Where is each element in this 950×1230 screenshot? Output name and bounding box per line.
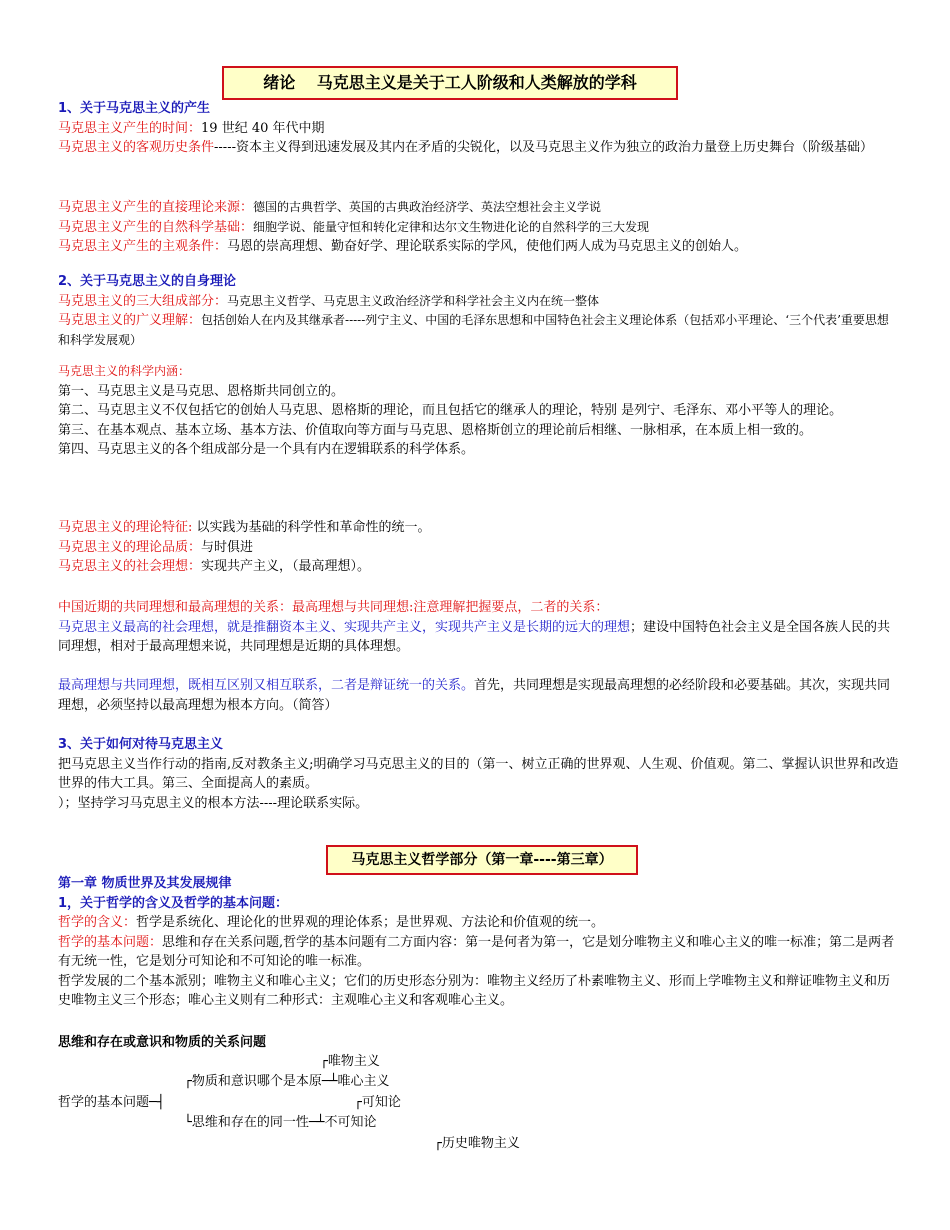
ideals-dialectic: 最高理想与共同理想，既相互区别又相互联系，二者是辩证统一的关系。首先，共同理想是实现最高理想的必经阶段和必要基础。其次，实现共同理想，必须坚持以最高理想为根本方向。（简答）	[58, 678, 891, 713]
philosophy-title-box	[326, 845, 638, 875]
tree-node-materialism: ┌唯物主义	[320, 1054, 380, 1069]
meaning-item-4: 第四、马克思主义的各个组成部分是一个具有内在逻辑联系的科学体系。	[58, 442, 475, 457]
section-2: 2、关于马克思主义的自身理论 马克思主义的三大组成部分：马克思主义哲学、马克思主义政治经济学和科学社会主义内在统一整体 马克思主义的广义理解：包括创始人在内及其继承者-----列宁主义、中国的毛泽东思想和中国特色社会主义理论体系（包括邓小平理论、‘三个代表’重要思想和科学发展观）	[58, 272, 900, 350]
tree-node-historical: ┌历史唯物主义	[434, 1136, 520, 1151]
tree-node-identity: └思维和存在的同一性─┴不可知论	[184, 1115, 377, 1130]
tree-node-knowable: ┌可知论	[354, 1095, 401, 1110]
philosophy-title: 马克思主义哲学部分（第一章----第三章）	[351, 852, 613, 868]
meaning-item-1: 第一、马克思主义是马克思、恩格斯共同创立的。	[58, 383, 345, 399]
origin-conditions: 马克思主义的客观历史条件-----资本主义得到迅速发展及其内在矛盾的尖锐化，以及马克思主义作为独立的政治力量登上历史舞台（阶级基础）	[58, 140, 873, 155]
tree-node-origin: ┌物质和意识哪个是本原─┴唯心主义	[184, 1074, 390, 1089]
theory-features: 马克思主义的理论特征: 以实践为基础的科学性和革命性的统一。 马克思主义的理论品质：与时俱进 马克思主义的社会理想：实现共产主义，（最高理想）。	[58, 520, 431, 574]
relation-heading-block	[58, 1033, 900, 1053]
chapter-1: 第一章 物质世界及其发展规律 1，关于哲学的含义及哲学的基本问题： 哲学的含义：哲学是系统化、理论化的世界观的理论体系；是世界观、方法论和价值观的统一。 哲学的基本问题：思维和存在关系问题,哲学的基本问题有二方面内容：第一是何者为第一，它是划分唯物主义和唯心主义的唯一标准；第二是两者有无统一性，它是划分可知论和不可知论的唯一标准。 哲学发展的二个基本派别；唯物主义和唯心主义；它们的历史形态分别为：唯物主义经历了朴素唯物主义、形而上学唯物主义和辩证唯物主义和历史唯物主义三个形态；唯心主义则有二种形式：主观唯心主义和客观唯心主义。	[58, 874, 900, 1011]
meaning-item-3: 第三、在基本观点、基本立场、基本方法、价值取向等方面与马克思、恩格斯创立的理论前后相继、一脉相承，在本质上相一致的。	[58, 422, 813, 438]
origin-time: 马克思主义产生的时间：19 世纪 40 年代中期	[58, 120, 325, 136]
section-3: 3、关于如何对待马克思主义 把马克思主义当作行动的指南,反对教条主义;明确学习马克思主义的目的（第一、树立正确的世界观、人生观、价值观。第二、掌握认识世界和改造世界的伟大工具。第三、全面提高人的素质。 ）；坚持学习马克思主义的根本方法----理论联系实际。	[58, 737, 899, 811]
tree-root: 哲学的基本问题─┤	[58, 1095, 165, 1110]
section-3-heading: 3、关于如何对待马克思主义	[58, 737, 224, 752]
section-1-heading: 1、关于马克思主义的产生	[58, 101, 211, 116]
relation-heading: 思维和存在或意识和物质的关系问题	[58, 1035, 267, 1050]
intro-title: 绪论 马克思主义是关于工人阶级和人类解放的学科	[263, 73, 637, 92]
section-2-heading: 2、关于马克思主义的自身理论	[58, 274, 237, 289]
origin-sources: 马克思主义产生的直接理论来源：德国的古典哲学、英国的古典政治经济学、英法空想社会主义学说 马克思主义产生的自然科学基础：细胞学说、能量守恒和转化定律和达尔文生物进化论的自然科学的三大发现 马克思主义产生的主观条件：马恩的崇高理想、勤奋好学、理论联系实际的学风，使他们两人成为马克思主义的创始人。	[58, 200, 748, 254]
section-1	[58, 99, 900, 158]
ideals-relation: 中国近期的共同理想和最高理想的关系：最高理想与共同理想:注意理解把握要点，二者的关系： 马克思主义最高的社会理想，就是推翻资本主义、实现共产主义，实现共产主义是长期的远大的理想；建设中国特色社会主义是全国各族人民的共同理想，相对于最高理想来说，共同理想是近期的具体理想。	[58, 600, 891, 654]
chapter-1-subheading: 1，关于哲学的含义及哲学的基本问题：	[58, 895, 289, 911]
intro-title-box	[222, 66, 678, 100]
chapter-1-heading: 第一章 物质世界及其发展规律	[58, 876, 232, 891]
meaning-item-2: 第二、马克思主义不仅包括它的创始人马克思、恩格斯的理论，而且包括它的继承人的理论，特别 是列宁、毛泽东、邓小平等人的理论。	[58, 403, 843, 418]
scientific-meaning: 马克思主义的科学内涵： 第一、马克思主义是马克思、恩格斯共同创立的。 第二、马克思主义不仅包括它的创始人马克思、恩格斯的理论，而且包括它的继承人的理论，特别 是列宁、毛泽东、邓小平等人的理论。 第三、在基本观点、基本立场、基本方法、价值取向等方面与马克思、恩格斯创立的理论前后相继、一脉相承，在本质上相一致的。 第四、马克思主义的各个组成部分是一个具有内在逻辑联系的科学体系。	[58, 362, 900, 460]
